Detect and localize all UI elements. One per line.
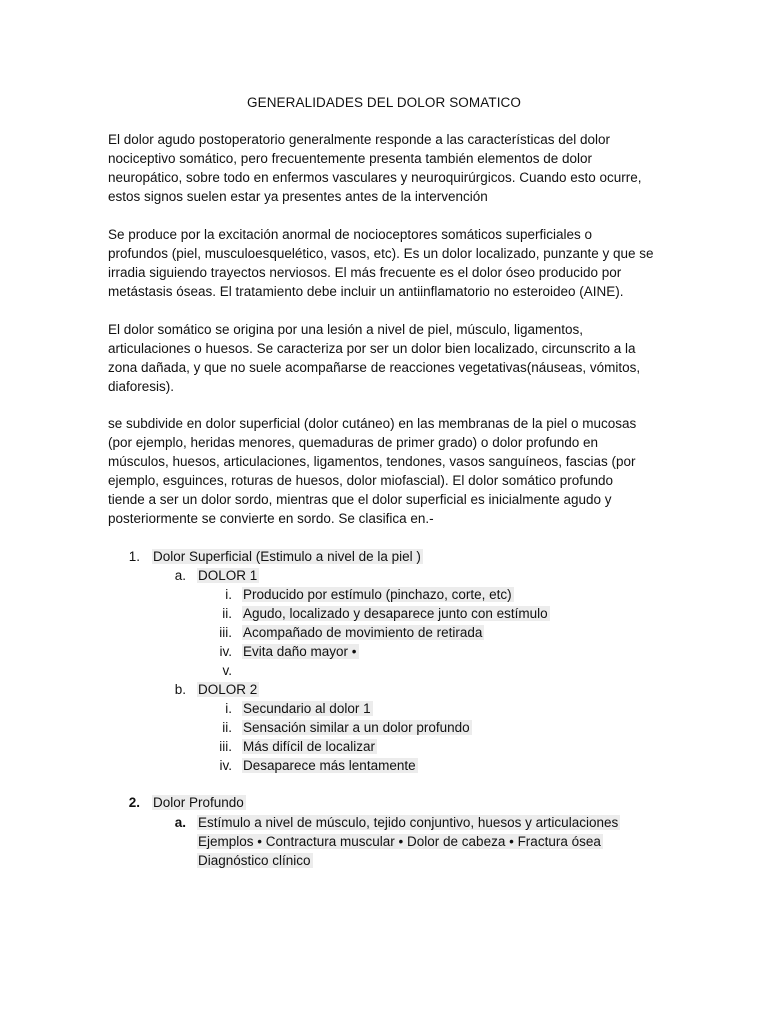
list-item-text: Agudo, localizado y desaparece junto con estímulo	[243, 606, 548, 621]
list-item-text: Dolor Profundo	[153, 795, 244, 810]
list-item	[197, 832, 603, 851]
document-title: GENERALIDADES DEL DOLOR SOMATICO	[246, 95, 521, 110]
paragraph-1	[108, 130, 668, 206]
list-marker: 2.	[128, 795, 140, 810]
list-marker: ii.	[222, 606, 232, 621]
paragraph-line: metástasis óseas. El tratamiento debe incluir un antiinflamatorio no esteroideo (AINE).	[108, 284, 624, 299]
list-marker: a.	[174, 568, 186, 583]
paragraph-line: profundos (piel, musculoesquelético, vasos, etc). Es un dolor localizado, punzante y que se	[108, 246, 654, 261]
paragraph-line: neuropático, sobre todo en enfermos vasculares y neuroquirúrgicos. Cuando esto ocurre,	[108, 170, 642, 185]
paragraph-line: posteriormente se convierte en sordo. Se clasifica en.-	[108, 511, 434, 526]
paragraph-line: (por ejemplo, heridas menores, quemaduras de primer grado) o dolor profundo en	[108, 435, 599, 450]
paragraph-line: articulaciones o huesos. Se caracteriza por ser un dolor bien localizado, circunscrito a la	[108, 341, 636, 356]
paragraph-line: zona dañada, y que no suele acompañarse de reacciones vegetativas(náuseas, vómitos,	[108, 360, 641, 375]
list-item	[242, 642, 359, 661]
list-item-text: Desaparece más lentamente	[243, 758, 416, 773]
list-item-text: Sensación similar a un dolor profundo	[243, 720, 470, 735]
list-marker: iv.	[219, 758, 232, 773]
list-item-text: Ejemplos • Contractura muscular • Dolor de cabeza • Fractura ósea	[198, 834, 601, 849]
paragraph-line: estos signos suelen estar ya presentes antes de la intervención	[108, 189, 488, 204]
paragraph-2	[108, 225, 668, 301]
list-marker: i.	[225, 701, 232, 716]
list-marker: ii.	[222, 720, 232, 735]
list-item-text: DOLOR 2	[198, 682, 258, 697]
list-marker: b.	[174, 682, 186, 697]
list-item	[242, 699, 373, 718]
list-marker: 1.	[128, 549, 140, 564]
paragraph-line: se subdivide en dolor superficial (dolor cutáneo) en las membranas de la piel o mucosas	[108, 416, 637, 431]
list-item-text: Más difícil de localizar	[243, 739, 376, 754]
list-item-text: Evita daño mayor •	[243, 644, 357, 659]
list-marker: iii.	[219, 739, 232, 754]
list-item	[197, 813, 620, 832]
list-item	[242, 737, 377, 756]
list-item-text: Estímulo a nivel de músculo, tejido conjuntivo, huesos y articulaciones	[198, 815, 619, 830]
list-item-dolor-1	[197, 566, 259, 585]
list-item	[242, 718, 472, 737]
list-marker: i.	[225, 587, 232, 602]
paragraph-line: Se produce por la excitación anormal de nocioceptores somáticos superficiales o	[108, 227, 593, 242]
list-marker: iv.	[219, 644, 232, 659]
list-item-text: DOLOR 1	[198, 568, 258, 583]
paragraph-line: ejemplo, esguinces, roturas de huesos, dolor miofascial). El dolor somático profundo	[108, 473, 614, 488]
paragraph-line: tiende a ser un dolor sordo, mientras que el dolor superficial es inicialmente agudo y	[108, 492, 612, 507]
list-item-dolor-superficial	[152, 547, 423, 566]
list-item-text: Acompañado de movimiento de retirada	[243, 625, 483, 640]
list-item	[242, 604, 550, 623]
paragraph-line: músculos, huesos, articulaciones, ligamentos, tendones, vasos sanguíneos, fascias (por	[108, 454, 636, 469]
list-item-text: Dolor Superficial (Estimulo a nivel de la piel )	[153, 549, 421, 564]
paragraph-line: irradia siguiendo trayectos nerviosos. El más frecuente es el dolor óseo producido por	[108, 265, 622, 280]
list-marker: v.	[222, 663, 232, 678]
paragraph-line: nociceptivo somático, pero frecuentemente presenta también elementos de dolor	[108, 151, 593, 166]
paragraph-line: diaforesis).	[108, 379, 175, 394]
paragraph-4	[108, 414, 668, 528]
list-item	[242, 585, 514, 604]
list-item	[197, 851, 313, 870]
list-item-text: Producido por estímulo (pinchazo, corte, etc)	[243, 587, 512, 602]
list-item	[242, 623, 484, 642]
list-marker: iii.	[219, 625, 232, 640]
paragraph-line: El dolor somático se origina por una lesión a nivel de piel, músculo, ligamentos,	[108, 322, 584, 337]
paragraph-3	[108, 320, 668, 396]
list-item-text: Secundario al dolor 1	[243, 701, 371, 716]
list-item-text: Diagnóstico clínico	[198, 853, 311, 868]
paragraph-line: El dolor agudo postoperatorio generalmente responde a las características del dolor	[108, 132, 611, 147]
list-item-dolor-profundo	[152, 793, 246, 812]
list-item	[242, 756, 418, 775]
list-marker: a.	[174, 815, 186, 830]
list-item-dolor-2	[197, 680, 259, 699]
